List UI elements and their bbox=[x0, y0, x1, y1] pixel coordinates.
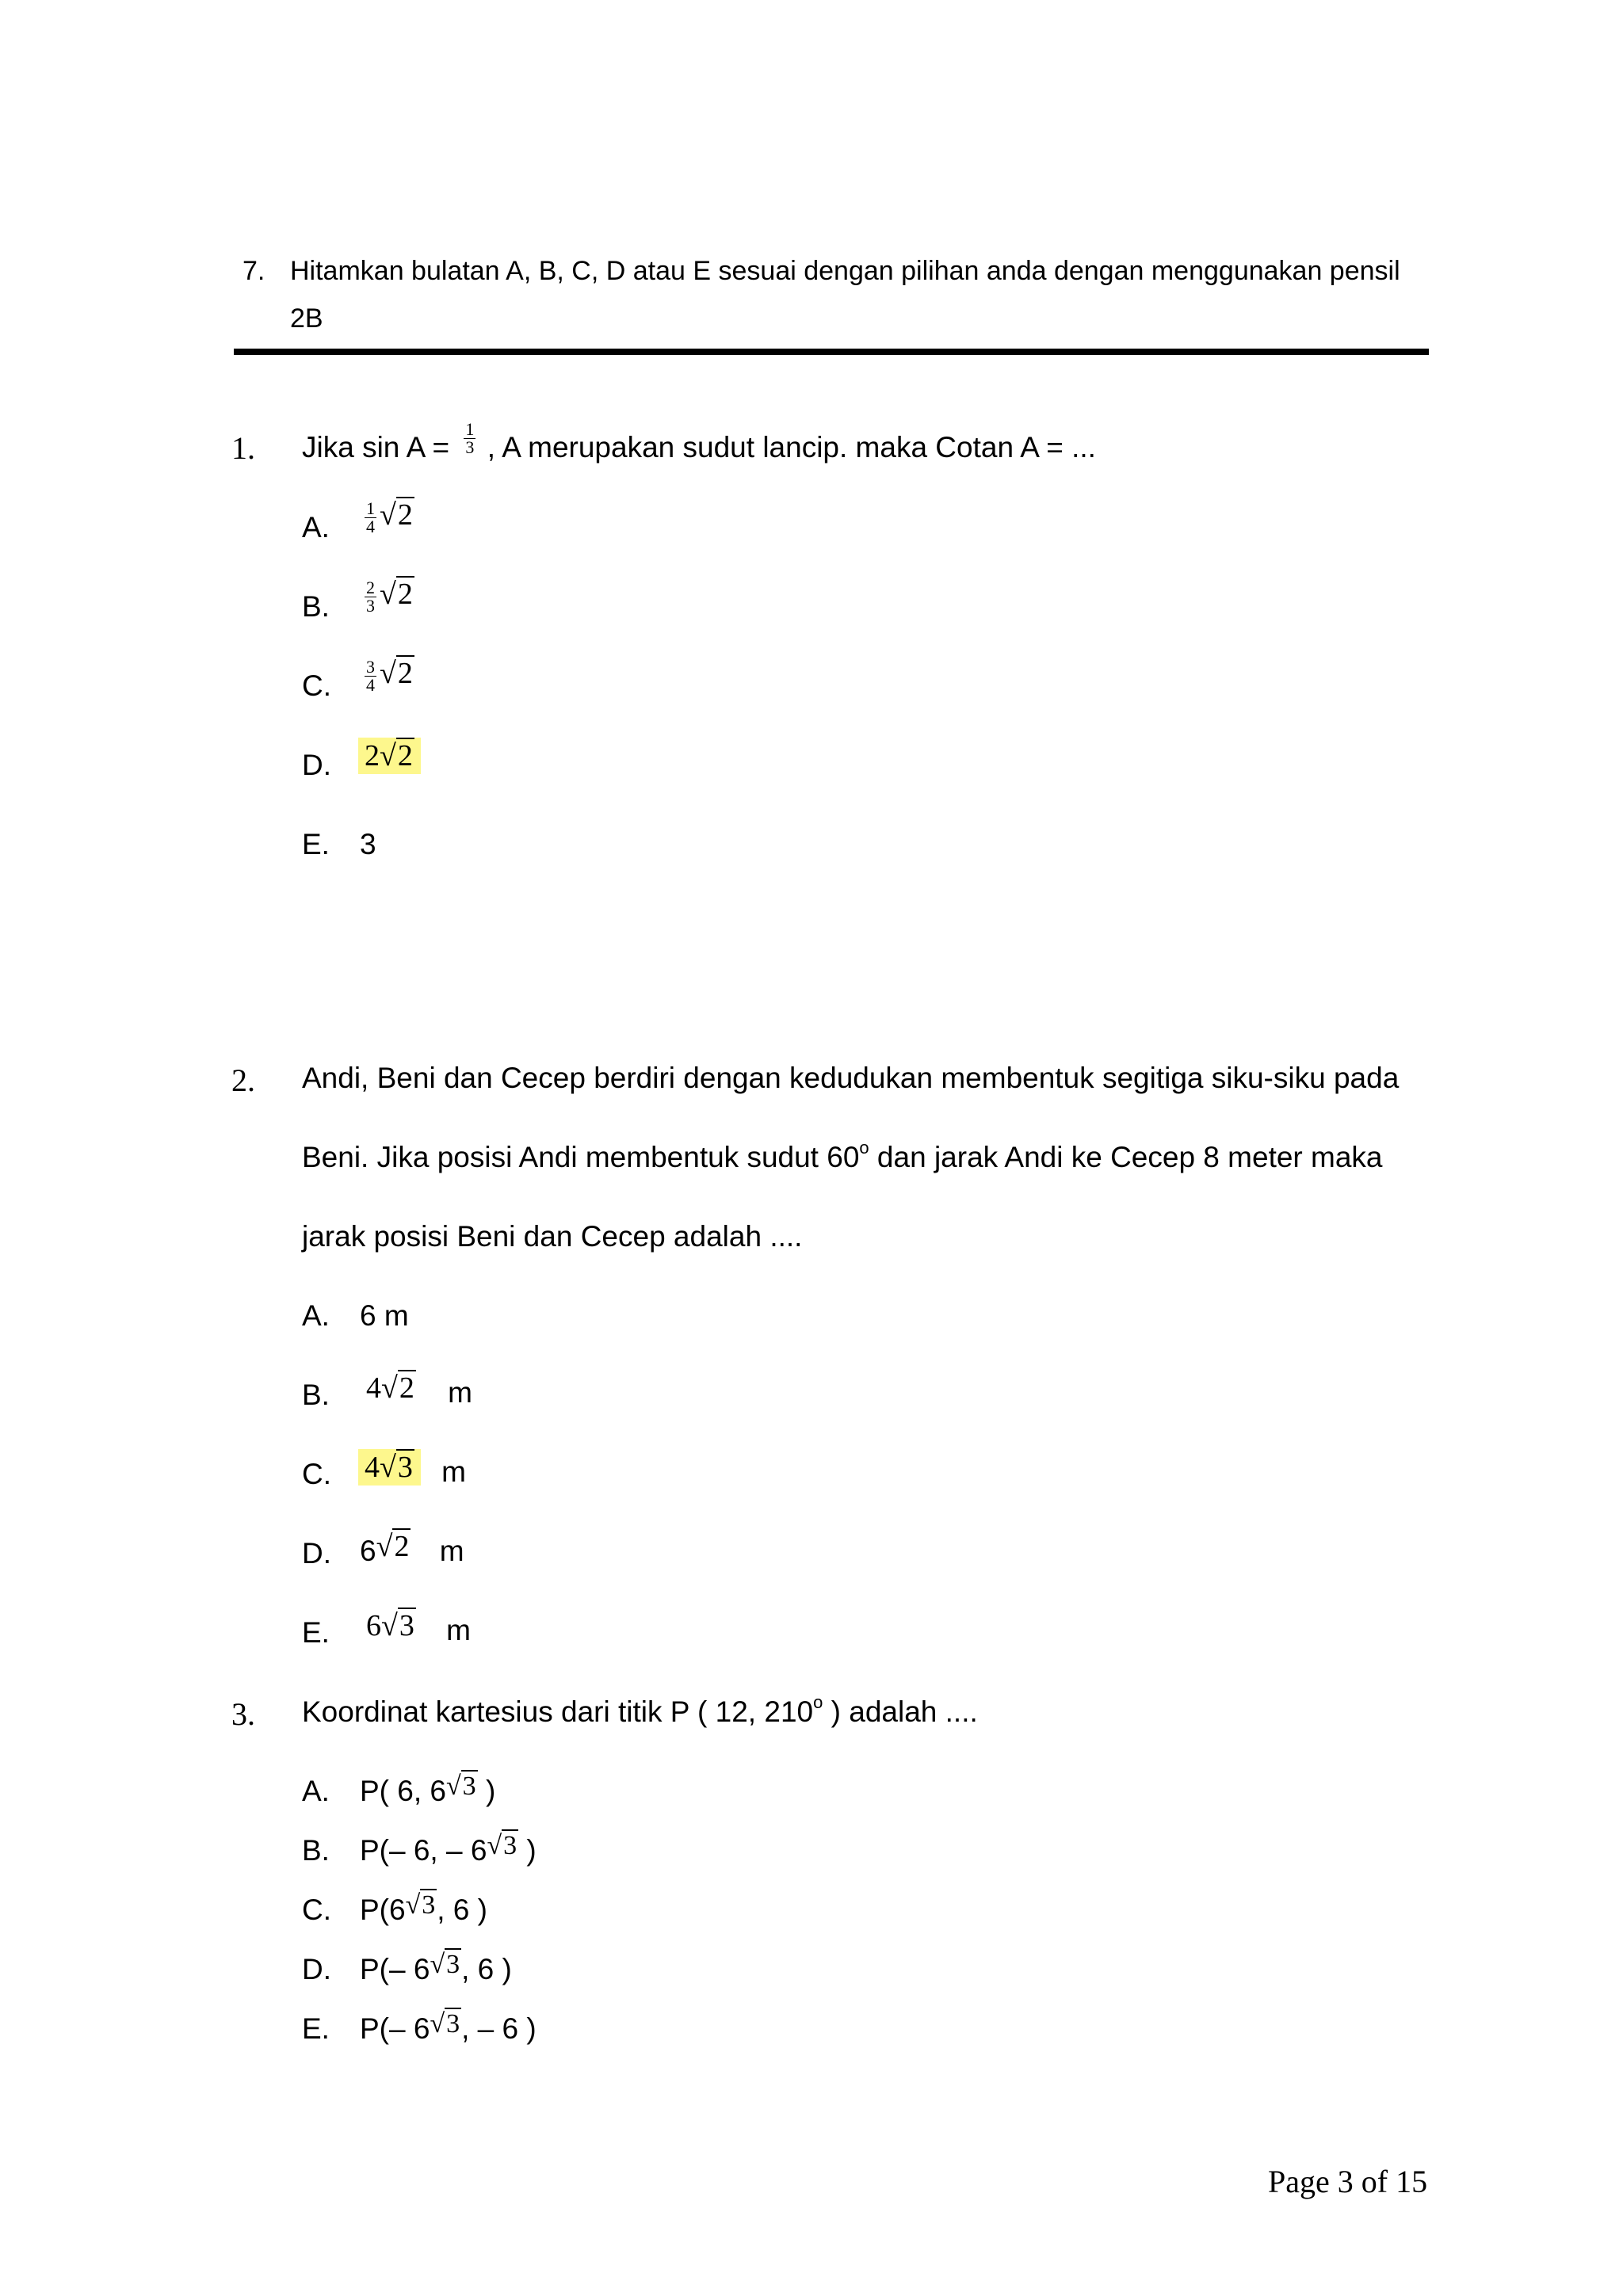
instruction-line-2: 2B bbox=[290, 303, 323, 334]
q3-option-a-value: P( 6, 6√3 ) bbox=[360, 1772, 496, 1807]
q3-option-c-value: P(6√3, 6 ) bbox=[360, 1890, 487, 1926]
q2-option-e-value: 6√3 m bbox=[366, 1609, 471, 1646]
q2-option-a-value: 6 m bbox=[360, 1299, 409, 1332]
instruction-number: 7. bbox=[242, 256, 265, 286]
question-1-number: 1. bbox=[231, 430, 255, 466]
question-2-line-3: jarak posisi Beni dan Cecep adalah .... bbox=[302, 1220, 803, 1253]
q2-option-d-value: 6√2 m bbox=[360, 1530, 464, 1567]
q2-option-b-value: 4√2 m bbox=[366, 1371, 472, 1409]
q1-option-d-letter: D. bbox=[302, 749, 331, 781]
q1-option-b-letter: B. bbox=[302, 590, 330, 623]
instruction-text bbox=[290, 247, 1623, 342]
question-1-text-pre: Jika sin A = bbox=[302, 431, 450, 463]
q2-option-e-letter: E. bbox=[302, 1616, 330, 1649]
q3-option-e-value: P(– 6√3, – 6 ) bbox=[360, 2009, 537, 2045]
question-2-number: 2. bbox=[231, 1062, 255, 1098]
q3-option-e-letter: E. bbox=[302, 2012, 330, 2045]
q1-option-a-letter: A. bbox=[302, 511, 330, 543]
q1-option-e-letter: E. bbox=[302, 828, 330, 860]
q1-option-a-value: $\frac{1}{4}$ √2 bbox=[366, 498, 413, 536]
question-2-line-2: Beni. Jika posisi Andi membentuk sudut 60$^o$ dan jarak Andi ke Cecep 8 meter maka bbox=[302, 1138, 1383, 1173]
q1-option-b-value: $\frac{2}{3}$ √2 bbox=[366, 577, 413, 616]
question-3-text: Koordinat kartesius dari titik P ( 12, 210$^o$ ) adalah .... bbox=[302, 1692, 978, 1728]
instruction-line-1: Hitamkan bulatan A, B, C, D atau E sesuai dengan pilihan anda dengan menggunakan pensil bbox=[290, 256, 1400, 286]
question-2-line-1: Andi, Beni dan Cecep berdiri dengan kedudukan membentuk segitiga siku-siku pada bbox=[302, 1062, 1400, 1094]
highlighted-answer: 4√3 bbox=[358, 1449, 421, 1486]
highlighted-answer: 2√2 bbox=[358, 738, 421, 774]
q3-option-d-value: P(– 6√3, 6 ) bbox=[360, 1950, 512, 1985]
question-1-text bbox=[302, 418, 1096, 463]
q2-option-a-letter: A. bbox=[302, 1299, 330, 1332]
q2-option-d-letter: D. bbox=[302, 1537, 331, 1569]
question-1-fraction: $\frac{1}{3}$ bbox=[465, 418, 475, 457]
q3-option-b-value: P(– 6, – 6√3 ) bbox=[360, 1831, 537, 1867]
q2-option-b-letter: B. bbox=[302, 1379, 330, 1411]
q3-option-d-letter: D. bbox=[302, 1953, 331, 1985]
q1-option-d-value bbox=[358, 738, 421, 773]
question-3-number: 3. bbox=[231, 1696, 255, 1732]
question-1-text-post: , A merupakan sudut lancip. maka Cotan A = ... bbox=[487, 431, 1096, 463]
q2-option-c-letter: C. bbox=[302, 1458, 331, 1490]
q2-option-c-value: 4√3 m bbox=[358, 1450, 466, 1485]
q3-option-a-letter: A. bbox=[302, 1775, 330, 1807]
q3-option-c-letter: C. bbox=[302, 1894, 331, 1926]
q1-option-c-value: $\frac{3}{4}$ √2 bbox=[366, 656, 413, 695]
q3-option-b-letter: B. bbox=[302, 1834, 330, 1867]
q1-option-e-value: 3 bbox=[360, 828, 376, 860]
divider-rule bbox=[234, 349, 1429, 355]
q1-option-c-letter: C. bbox=[302, 669, 331, 702]
page-number: Page 3 of 15 bbox=[1268, 2164, 1428, 2199]
